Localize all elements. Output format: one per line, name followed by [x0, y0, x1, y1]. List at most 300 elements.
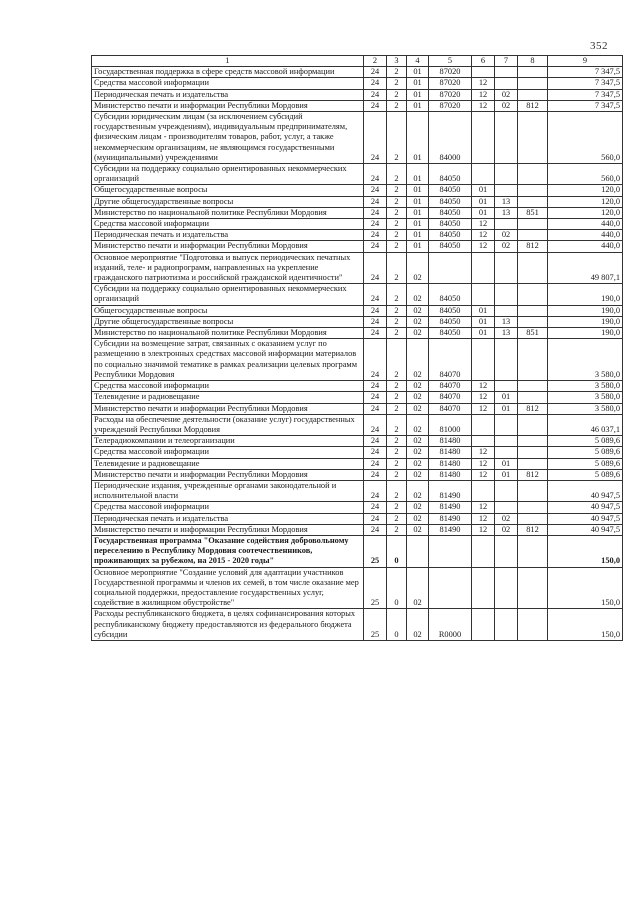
header-cell: 1	[92, 56, 364, 67]
table-row	[92, 328, 623, 339]
item-name-cell: Средства массовой информации	[92, 502, 364, 513]
program-code-cell: 2	[387, 458, 407, 469]
department-code-cell: 812	[518, 524, 548, 535]
amount-cell: 120,0	[548, 185, 623, 196]
program-code-cell: 0	[387, 535, 407, 567]
department-code-cell	[518, 230, 548, 241]
ministry-code-cell: 24	[364, 78, 387, 89]
subprogram-code-cell: 01	[407, 241, 429, 252]
department-code-cell	[518, 414, 548, 435]
program-code-cell: 2	[387, 524, 407, 535]
program-code-cell: 2	[387, 381, 407, 392]
table-row	[92, 567, 623, 609]
header-row	[92, 56, 623, 67]
section-code-cell	[472, 67, 495, 78]
item-name-cell: Периодическая печать и издательства	[92, 89, 364, 100]
program-code-cell: 2	[387, 502, 407, 513]
program-code-cell: 2	[387, 480, 407, 501]
section-code-cell: 12	[472, 219, 495, 230]
expense-code-cell: 84050	[429, 230, 472, 241]
item-name-cell: Периодические издания, учрежденные органами законодательной и исполнительной власти	[92, 480, 364, 501]
subsection-code-cell	[495, 535, 518, 567]
item-name-cell: Средства массовой информации	[92, 381, 364, 392]
item-name-cell: Субсидии юридическим лицам (за исключением субсидий государственным учреждениям), индивидуальным предпринимателям, физическим лицам - производителям товаров, работ, услуг, а также некоммерческим организациям, не являющимся государственными (муниципальными) учреждениями	[92, 112, 364, 164]
subprogram-code-cell: 02	[407, 609, 429, 641]
program-code-cell: 2	[387, 112, 407, 164]
expense-code-cell: 87020	[429, 67, 472, 78]
ministry-code-cell: 24	[364, 513, 387, 524]
amount-cell: 120,0	[548, 196, 623, 207]
department-code-cell	[518, 392, 548, 403]
amount-cell: 560,0	[548, 112, 623, 164]
header-cell: 2	[364, 56, 387, 67]
ministry-code-cell: 24	[364, 381, 387, 392]
expense-code-cell: 81480	[429, 469, 472, 480]
ministry-code-cell: 24	[364, 185, 387, 196]
amount-cell: 190,0	[548, 328, 623, 339]
ministry-code-cell: 24	[364, 480, 387, 501]
table-row	[92, 480, 623, 501]
program-code-cell: 2	[387, 252, 407, 284]
item-name-cell: Средства массовой информации	[92, 219, 364, 230]
table-row	[92, 100, 623, 111]
subsection-code-cell	[495, 502, 518, 513]
amount-cell: 150,0	[548, 609, 623, 641]
amount-cell: 40 947,5	[548, 513, 623, 524]
program-code-cell: 0	[387, 609, 407, 641]
table-row	[92, 112, 623, 164]
amount-cell: 7 347,5	[548, 67, 623, 78]
item-name-cell: Министерство по национальной политике Республики Мордовия	[92, 207, 364, 218]
item-name-cell: Периодическая печать и издательства	[92, 513, 364, 524]
subprogram-code-cell: 02	[407, 513, 429, 524]
subsection-code-cell: 01	[495, 392, 518, 403]
department-code-cell	[518, 316, 548, 327]
section-code-cell	[472, 480, 495, 501]
table-row	[92, 392, 623, 403]
expense-code-cell: 81490	[429, 480, 472, 501]
subprogram-code-cell: 01	[407, 78, 429, 89]
expense-code-cell: 84070	[429, 392, 472, 403]
expense-code-cell	[429, 535, 472, 567]
table-row	[92, 535, 623, 567]
subsection-code-cell	[495, 305, 518, 316]
program-code-cell: 2	[387, 339, 407, 381]
item-name-cell: Основное мероприятие "Подготовка и выпуск периодических печатных изданий, теле- и радиопрограмм, направленных на укрепление гражданского патриотизма и российской гражданской идентичности"	[92, 252, 364, 284]
program-code-cell: 0	[387, 567, 407, 609]
amount-cell: 190,0	[548, 305, 623, 316]
item-name-cell: Субсидии на возмещение затрат, связанных с оказанием услуг по размещению в электронных средствах массовой информации материалов по социально значимой тематике в рамках реализации целевых программ Республики Мордовия	[92, 339, 364, 381]
department-code-cell	[518, 436, 548, 447]
amount-cell: 3 580,0	[548, 392, 623, 403]
item-name-cell: Субсидии на поддержку социально ориентированных некоммерческих организаций	[92, 284, 364, 305]
subprogram-code-cell: 01	[407, 219, 429, 230]
amount-cell: 190,0	[548, 284, 623, 305]
ministry-code-cell: 24	[364, 392, 387, 403]
table-row	[92, 447, 623, 458]
expense-code-cell: 87020	[429, 89, 472, 100]
subprogram-code-cell: 02	[407, 381, 429, 392]
subsection-code-cell: 13	[495, 196, 518, 207]
section-code-cell: 12	[472, 100, 495, 111]
section-code-cell: 12	[472, 469, 495, 480]
subsection-code-cell	[495, 164, 518, 185]
program-code-cell: 2	[387, 241, 407, 252]
section-code-cell: 12	[472, 458, 495, 469]
subsection-code-cell: 01	[495, 458, 518, 469]
department-code-cell	[518, 252, 548, 284]
section-code-cell: 12	[472, 89, 495, 100]
subprogram-code-cell: 01	[407, 112, 429, 164]
amount-cell: 40 947,5	[548, 524, 623, 535]
program-code-cell: 2	[387, 305, 407, 316]
subsection-code-cell: 13	[495, 328, 518, 339]
subprogram-code-cell: 01	[407, 100, 429, 111]
expense-code-cell: 81480	[429, 447, 472, 458]
item-name-cell: Министерство печати и информации Республики Мордовия	[92, 469, 364, 480]
amount-cell: 120,0	[548, 207, 623, 218]
subprogram-code-cell: 02	[407, 284, 429, 305]
department-code-cell	[518, 284, 548, 305]
department-code-cell	[518, 513, 548, 524]
item-name-cell: Телевидение и радиовещание	[92, 392, 364, 403]
subprogram-code-cell: 02	[407, 328, 429, 339]
subprogram-code-cell: 02	[407, 436, 429, 447]
subsection-code-cell	[495, 381, 518, 392]
ministry-code-cell: 24	[364, 252, 387, 284]
subprogram-code-cell: 02	[407, 502, 429, 513]
expense-code-cell: 84050	[429, 305, 472, 316]
subsection-code-cell	[495, 67, 518, 78]
subprogram-code-cell: 01	[407, 196, 429, 207]
subsection-code-cell	[495, 219, 518, 230]
subprogram-code-cell: 01	[407, 67, 429, 78]
ministry-code-cell: 25	[364, 567, 387, 609]
program-code-cell: 2	[387, 164, 407, 185]
expense-code-cell: 81480	[429, 436, 472, 447]
expense-code-cell: 87020	[429, 78, 472, 89]
expense-code-cell: 84050	[429, 185, 472, 196]
department-code-cell: 851	[518, 328, 548, 339]
subsection-code-cell	[495, 480, 518, 501]
header-cell: 3	[387, 56, 407, 67]
section-code-cell: 01	[472, 328, 495, 339]
ministry-code-cell: 25	[364, 535, 387, 567]
department-code-cell	[518, 502, 548, 513]
subprogram-code-cell: 02	[407, 458, 429, 469]
ministry-code-cell: 24	[364, 502, 387, 513]
ministry-code-cell: 24	[364, 316, 387, 327]
department-code-cell: 851	[518, 207, 548, 218]
department-code-cell: 812	[518, 241, 548, 252]
expense-code-cell	[429, 252, 472, 284]
expense-code-cell: 84050	[429, 219, 472, 230]
amount-cell: 440,0	[548, 241, 623, 252]
subsection-code-cell: 02	[495, 513, 518, 524]
expense-code-cell: 81490	[429, 502, 472, 513]
department-code-cell	[518, 78, 548, 89]
table-row	[92, 196, 623, 207]
expense-code-cell: 84050	[429, 164, 472, 185]
ministry-code-cell: 25	[364, 609, 387, 641]
subsection-code-cell	[495, 112, 518, 164]
ministry-code-cell: 24	[364, 284, 387, 305]
ministry-code-cell: 24	[364, 207, 387, 218]
department-code-cell	[518, 458, 548, 469]
expense-code-cell: 84070	[429, 403, 472, 414]
page-number: 352	[590, 40, 608, 52]
subsection-code-cell	[495, 609, 518, 641]
table-row	[92, 241, 623, 252]
ministry-code-cell: 24	[364, 524, 387, 535]
item-name-cell: Министерство печати и информации Республики Мордовия	[92, 100, 364, 111]
amount-cell: 3 580,0	[548, 403, 623, 414]
expense-code-cell: 84000	[429, 112, 472, 164]
section-code-cell	[472, 284, 495, 305]
subprogram-code-cell: 01	[407, 230, 429, 241]
table-row	[92, 381, 623, 392]
header-cell: 6	[472, 56, 495, 67]
subprogram-code-cell: 02	[407, 252, 429, 284]
program-code-cell: 2	[387, 392, 407, 403]
section-code-cell: 12	[472, 78, 495, 89]
subprogram-code-cell: 02	[407, 567, 429, 609]
subprogram-code-cell: 02	[407, 480, 429, 501]
subsection-code-cell: 02	[495, 524, 518, 535]
subprogram-code-cell: 01	[407, 207, 429, 218]
table-row	[92, 316, 623, 327]
item-name-cell: Телевидение и радиовещание	[92, 458, 364, 469]
program-code-cell: 2	[387, 316, 407, 327]
table-row	[92, 252, 623, 284]
amount-cell: 40 947,5	[548, 480, 623, 501]
expense-code-cell: 84050	[429, 196, 472, 207]
subprogram-code-cell: 02	[407, 403, 429, 414]
program-code-cell: 2	[387, 185, 407, 196]
ministry-code-cell: 24	[364, 164, 387, 185]
header-cell: 4	[407, 56, 429, 67]
subsection-code-cell	[495, 339, 518, 381]
item-name-cell: Другие общегосударственные вопросы	[92, 316, 364, 327]
header-cell: 7	[495, 56, 518, 67]
ministry-code-cell: 24	[364, 447, 387, 458]
department-code-cell: 812	[518, 469, 548, 480]
program-code-cell: 2	[387, 436, 407, 447]
section-code-cell: 12	[472, 513, 495, 524]
ministry-code-cell: 24	[364, 67, 387, 78]
table-row	[92, 78, 623, 89]
program-code-cell: 2	[387, 513, 407, 524]
ministry-code-cell: 24	[364, 403, 387, 414]
item-name-cell: Средства массовой информации	[92, 78, 364, 89]
budget-table	[91, 55, 623, 641]
department-code-cell	[518, 89, 548, 100]
expense-code-cell: 84070	[429, 381, 472, 392]
department-code-cell	[518, 67, 548, 78]
amount-cell: 190,0	[548, 316, 623, 327]
subprogram-code-cell: 02	[407, 339, 429, 381]
item-name-cell: Субсидии на поддержку социально ориентированных некоммерческих организаций	[92, 164, 364, 185]
department-code-cell	[518, 447, 548, 458]
item-name-cell: Государственная программа "Оказание содействия добровольному переселению в Республику Мордовия соотечественников, проживающих за рубежом, на 2015 - 2020 годы"	[92, 535, 364, 567]
amount-cell: 5 089,6	[548, 469, 623, 480]
table-row	[92, 436, 623, 447]
department-code-cell	[518, 480, 548, 501]
ministry-code-cell: 24	[364, 89, 387, 100]
program-code-cell: 2	[387, 100, 407, 111]
item-name-cell: Министерство печати и информации Республики Мордовия	[92, 403, 364, 414]
table-row	[92, 458, 623, 469]
ministry-code-cell: 24	[364, 458, 387, 469]
amount-cell: 7 347,5	[548, 78, 623, 89]
program-code-cell: 2	[387, 284, 407, 305]
department-code-cell	[518, 112, 548, 164]
amount-cell: 3 580,0	[548, 339, 623, 381]
table-row	[92, 609, 623, 641]
table-row	[92, 403, 623, 414]
subsection-code-cell	[495, 447, 518, 458]
subsection-code-cell	[495, 567, 518, 609]
subsection-code-cell	[495, 284, 518, 305]
ministry-code-cell: 24	[364, 196, 387, 207]
department-code-cell	[518, 185, 548, 196]
subprogram-code-cell: 02	[407, 316, 429, 327]
subsection-code-cell	[495, 414, 518, 435]
subprogram-code-cell: 02	[407, 469, 429, 480]
subprogram-code-cell	[407, 535, 429, 567]
program-code-cell: 2	[387, 328, 407, 339]
department-code-cell	[518, 381, 548, 392]
subprogram-code-cell: 02	[407, 392, 429, 403]
ministry-code-cell: 24	[364, 339, 387, 381]
subprogram-code-cell: 02	[407, 414, 429, 435]
table-row	[92, 219, 623, 230]
expense-code-cell: 87020	[429, 100, 472, 111]
section-code-cell	[472, 112, 495, 164]
subsection-code-cell: 02	[495, 100, 518, 111]
table-row	[92, 414, 623, 435]
subprogram-code-cell: 01	[407, 164, 429, 185]
amount-cell: 440,0	[548, 219, 623, 230]
section-code-cell: 01	[472, 316, 495, 327]
section-code-cell: 12	[472, 241, 495, 252]
program-code-cell: 2	[387, 207, 407, 218]
expense-code-cell: 84050	[429, 241, 472, 252]
section-code-cell	[472, 252, 495, 284]
program-code-cell: 2	[387, 67, 407, 78]
section-code-cell: 12	[472, 524, 495, 535]
department-code-cell	[518, 535, 548, 567]
subsection-code-cell	[495, 252, 518, 284]
department-code-cell	[518, 305, 548, 316]
subsection-code-cell: 02	[495, 89, 518, 100]
section-code-cell	[472, 164, 495, 185]
item-name-cell: Периодическая печать и издательства	[92, 230, 364, 241]
table-row	[92, 185, 623, 196]
department-code-cell	[518, 339, 548, 381]
program-code-cell: 2	[387, 469, 407, 480]
ministry-code-cell: 24	[364, 414, 387, 435]
ministry-code-cell: 24	[364, 230, 387, 241]
amount-cell: 40 947,5	[548, 502, 623, 513]
program-code-cell: 2	[387, 196, 407, 207]
expense-code-cell	[429, 567, 472, 609]
program-code-cell: 2	[387, 78, 407, 89]
table-row	[92, 67, 623, 78]
section-code-cell: 12	[472, 447, 495, 458]
program-code-cell: 2	[387, 403, 407, 414]
item-name-cell: Основное мероприятие "Создание условий для адаптации участников Государственной программы и членов их семей, в том числе оказание мер социальной поддержки, предоставление государственных услуг, содействие в жилищном обустройстве"	[92, 567, 364, 609]
amount-cell: 150,0	[548, 567, 623, 609]
expense-code-cell: 84050	[429, 328, 472, 339]
department-code-cell	[518, 567, 548, 609]
header-cell: 8	[518, 56, 548, 67]
amount-cell: 150,0	[548, 535, 623, 567]
department-code-cell: 812	[518, 403, 548, 414]
table-row	[92, 469, 623, 480]
amount-cell: 46 037,1	[548, 414, 623, 435]
expense-code-cell: 84050	[429, 316, 472, 327]
subsection-code-cell	[495, 436, 518, 447]
subprogram-code-cell: 01	[407, 89, 429, 100]
subsection-code-cell: 13	[495, 316, 518, 327]
subsection-code-cell	[495, 78, 518, 89]
subsection-code-cell	[495, 185, 518, 196]
section-code-cell: 12	[472, 502, 495, 513]
section-code-cell	[472, 436, 495, 447]
ministry-code-cell: 24	[364, 112, 387, 164]
department-code-cell	[518, 196, 548, 207]
department-code-cell: 812	[518, 100, 548, 111]
amount-cell: 49 807,1	[548, 252, 623, 284]
amount-cell: 560,0	[548, 164, 623, 185]
table-row	[92, 305, 623, 316]
table-row	[92, 339, 623, 381]
amount-cell: 440,0	[548, 230, 623, 241]
table-row	[92, 164, 623, 185]
subsection-code-cell: 01	[495, 403, 518, 414]
expense-code-cell: 84070	[429, 339, 472, 381]
item-name-cell: Общегосударственные вопросы	[92, 185, 364, 196]
item-name-cell: Средства массовой информации	[92, 447, 364, 458]
amount-cell: 5 089,6	[548, 436, 623, 447]
table-row	[92, 230, 623, 241]
program-code-cell: 2	[387, 414, 407, 435]
ministry-code-cell: 24	[364, 328, 387, 339]
item-name-cell: Министерство печати и информации Республики Мордовия	[92, 524, 364, 535]
department-code-cell	[518, 219, 548, 230]
section-code-cell: 12	[472, 230, 495, 241]
program-code-cell: 2	[387, 89, 407, 100]
program-code-cell: 2	[387, 230, 407, 241]
department-code-cell	[518, 164, 548, 185]
section-code-cell: 01	[472, 196, 495, 207]
amount-cell: 7 347,5	[548, 89, 623, 100]
header-cell: 5	[429, 56, 472, 67]
item-name-cell: Министерство по национальной политике Республики Мордовия	[92, 328, 364, 339]
item-name-cell: Расходы республиканского бюджета, в целях софинансирования которых республиканскому бюджету предоставляются из федерального бюджета субсидии	[92, 609, 364, 641]
expense-code-cell: 84050	[429, 207, 472, 218]
subprogram-code-cell: 02	[407, 447, 429, 458]
table-row	[92, 513, 623, 524]
ministry-code-cell: 24	[364, 469, 387, 480]
ministry-code-cell: 24	[364, 100, 387, 111]
section-code-cell: 01	[472, 207, 495, 218]
item-name-cell: Телерадиокомпании и телеорганизации	[92, 436, 364, 447]
item-name-cell: Государственная поддержка в сфере средств массовой информации	[92, 67, 364, 78]
section-code-cell	[472, 609, 495, 641]
program-code-cell: 2	[387, 447, 407, 458]
